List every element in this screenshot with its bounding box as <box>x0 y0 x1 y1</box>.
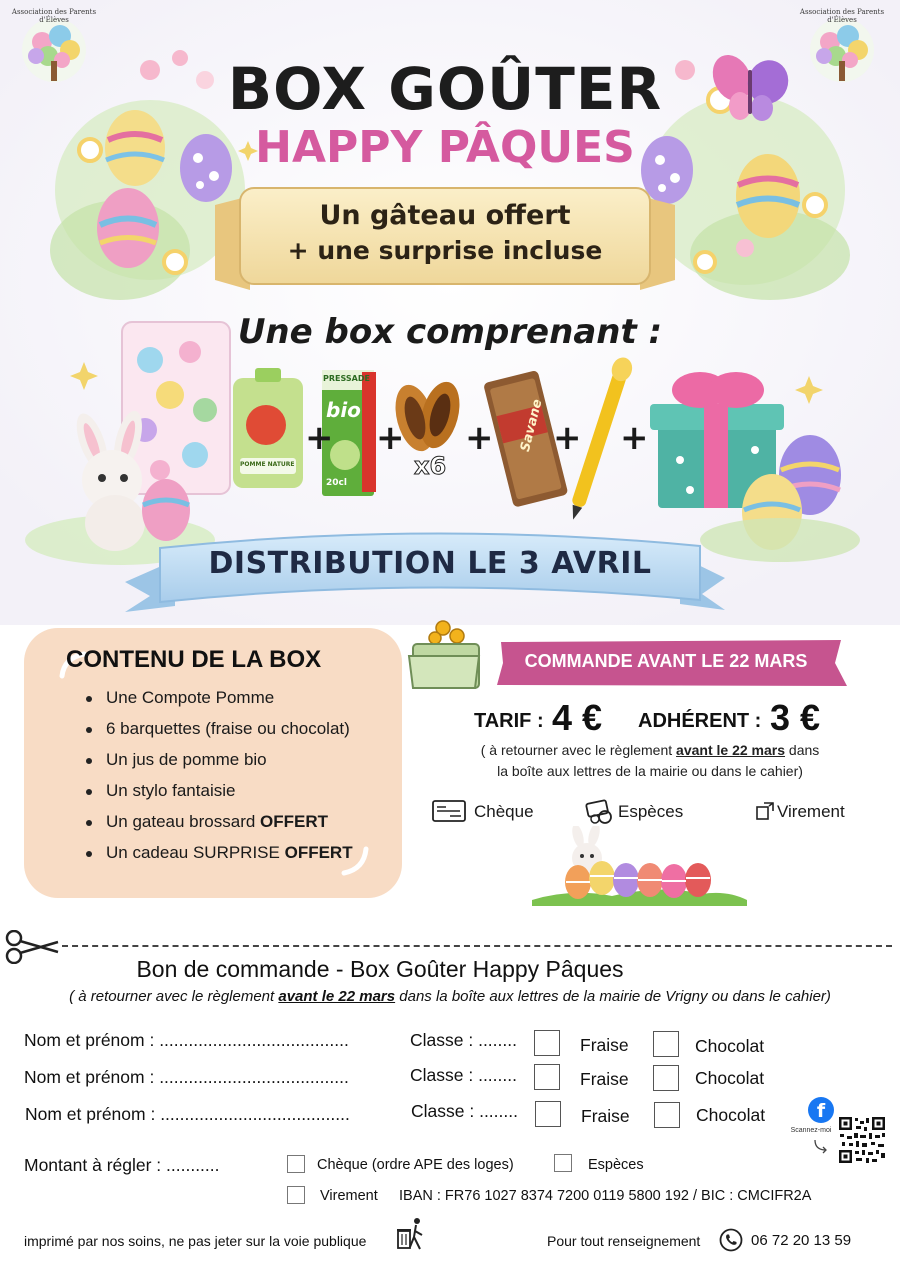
scan-label: Scannez-moi <box>790 1127 832 1134</box>
chocolat-label-2: Chocolat <box>695 1068 765 1088</box>
poster-subtitle: HAPPY PÂQUES <box>255 122 635 173</box>
virement-checkbox[interactable] <box>287 1186 305 1204</box>
virement-option-label: Virement <box>320 1188 378 1204</box>
logo-caption: Association des Parents d'Élèves <box>799 8 885 24</box>
note-text: la boîte aux lettres de la mairie ou dans le cahier) <box>497 763 803 779</box>
chocolat-checkbox-1[interactable] <box>653 1031 679 1057</box>
money-folder-icon <box>405 618 485 692</box>
plus-sign: + <box>620 418 649 458</box>
poster-illustration <box>0 0 900 625</box>
order-deadline: COMMANDE AVANT LE 22 MARS <box>524 651 808 671</box>
ape-logo-right <box>796 6 888 98</box>
form-note-text: ( à retourner avec le règlement <box>69 988 279 1005</box>
classe-field-3[interactable]: Classe : ........ <box>411 1101 518 1121</box>
contents-item <box>86 843 353 874</box>
especes-checkbox[interactable] <box>554 1154 572 1172</box>
classe-field-1[interactable]: Classe : ........ <box>410 1030 517 1050</box>
tarif-value: 4 € <box>552 697 603 738</box>
adherent-value: 3 € <box>770 697 821 738</box>
contents-item-text: Un jus de pomme bio <box>106 750 267 769</box>
juice-bio: bio <box>326 398 361 422</box>
juice-volume: 20cl <box>326 478 347 488</box>
chocolat-label-1: Chocolat <box>695 1036 765 1056</box>
footer-info-label: Pour tout renseignement <box>547 1233 701 1249</box>
cut-line <box>62 945 892 947</box>
contents-item-text: Un gateau brossard <box>106 812 261 831</box>
contents-item-text: Un stylo fantaisie <box>106 781 236 800</box>
contents-item <box>86 750 353 781</box>
form-note <box>0 988 900 1005</box>
contents-item <box>86 719 353 750</box>
form-note-text: dans la boîte aux lettres de la mairie de Vrigny ou dans le cahier) <box>395 988 831 1005</box>
cheque-option-label: Chèque (ordre APE des loges) <box>317 1157 514 1173</box>
contents-item-text: 6 barquettes (fraise ou chocolat) <box>106 719 350 738</box>
fraise-label-2: Fraise <box>580 1069 629 1089</box>
payment-especes: Espèces <box>618 802 684 821</box>
contents-item-text: Un cadeau SURPRISE <box>106 843 285 862</box>
contents-item <box>86 812 353 843</box>
payment-cheque: Chèque <box>474 802 534 821</box>
payment-virement: Virement <box>777 802 845 821</box>
note-deadline: avant le 22 mars <box>676 742 786 758</box>
cheque-icon <box>432 800 466 822</box>
iban-text: IBAN : FR76 1027 8374 7200 0119 5800 192 / BIC : CMCIFR2A <box>399 1188 812 1204</box>
note-text: dans <box>785 742 820 758</box>
contents-item <box>86 688 353 719</box>
cake-brand: Savane <box>517 397 546 454</box>
distribution-date: DISTRIBUTION LE 3 AVRIL <box>208 546 652 581</box>
cash-icon <box>585 797 613 825</box>
facebook-icon[interactable]: f <box>808 1097 834 1123</box>
chocolat-checkbox-3[interactable] <box>654 1102 680 1128</box>
contents-item-offer: OFFERT <box>260 812 329 831</box>
chocolat-label-3: Chocolat <box>696 1105 766 1125</box>
contents-item-text: Une Compote Pomme <box>106 688 275 707</box>
contents-item-offer: OFFERT <box>284 843 353 862</box>
return-note <box>440 740 860 782</box>
bunny-eggs-illustration <box>532 826 747 906</box>
plus-sign: + <box>376 418 405 458</box>
note-text: ( à retourner avec le règlement <box>480 742 677 758</box>
ape-logo-left <box>8 6 100 98</box>
contents-list <box>86 688 353 874</box>
fraise-checkbox-1[interactable] <box>534 1030 560 1056</box>
contents-item <box>86 781 353 812</box>
name-field-1[interactable]: Nom et prénom : ....................................... <box>24 1030 349 1050</box>
arrow-icon <box>812 1138 830 1154</box>
fraise-label-3: Fraise <box>581 1106 630 1126</box>
bank-transfer-icon <box>755 801 775 821</box>
plus-sign: + <box>553 418 582 458</box>
phone-icon <box>719 1228 743 1252</box>
qr-code[interactable] <box>838 1116 886 1164</box>
logo-caption: Association des Parents d'Élèves <box>11 8 97 24</box>
cheque-checkbox[interactable] <box>287 1155 305 1173</box>
especes-option-label: Espèces <box>588 1157 644 1173</box>
plus-sign: + <box>305 418 334 458</box>
juice-brand: PRESSADE <box>323 374 370 383</box>
form-title: Bon de commande - Box Goûter Happy Pâques <box>136 956 624 982</box>
name-field-2[interactable]: Nom et prénom : ....................................... <box>24 1067 349 1087</box>
chocolat-checkbox-2[interactable] <box>653 1065 679 1091</box>
plus-sign: + <box>465 418 494 458</box>
fraise-checkbox-3[interactable] <box>535 1101 561 1127</box>
compote-label: POMME NATURE <box>240 461 295 468</box>
amount-field[interactable]: Montant à régler : ........... <box>24 1155 220 1175</box>
classe-field-2[interactable]: Classe : ........ <box>410 1065 517 1085</box>
scroll-line-2: + une surprise incluse <box>287 236 603 265</box>
cake-count: x6 <box>414 452 447 480</box>
phone-number[interactable]: 06 72 20 13 59 <box>751 1232 852 1249</box>
footer-disclaimer: imprimé par nos soins, ne pas jeter sur la voie publique <box>24 1233 367 1249</box>
scroll-line-1: Un gâteau offert <box>319 200 571 231</box>
box-heading: Une box comprenant : <box>237 312 663 352</box>
name-field-3[interactable]: Nom et prénom : ....................................... <box>25 1104 350 1124</box>
form-note-deadline: avant le 22 mars <box>278 988 396 1005</box>
adherent-label: ADHÉRENT : <box>638 710 762 732</box>
fraise-label-1: Fraise <box>580 1035 629 1055</box>
contents-title: CONTENU DE LA BOX <box>66 646 322 673</box>
fraise-checkbox-2[interactable] <box>534 1064 560 1090</box>
poster-title: BOX GOÛTER <box>227 55 663 123</box>
trash-recycle-icon <box>396 1217 426 1251</box>
tarif-label: TARIF : <box>474 710 544 732</box>
product-compote <box>233 368 303 488</box>
